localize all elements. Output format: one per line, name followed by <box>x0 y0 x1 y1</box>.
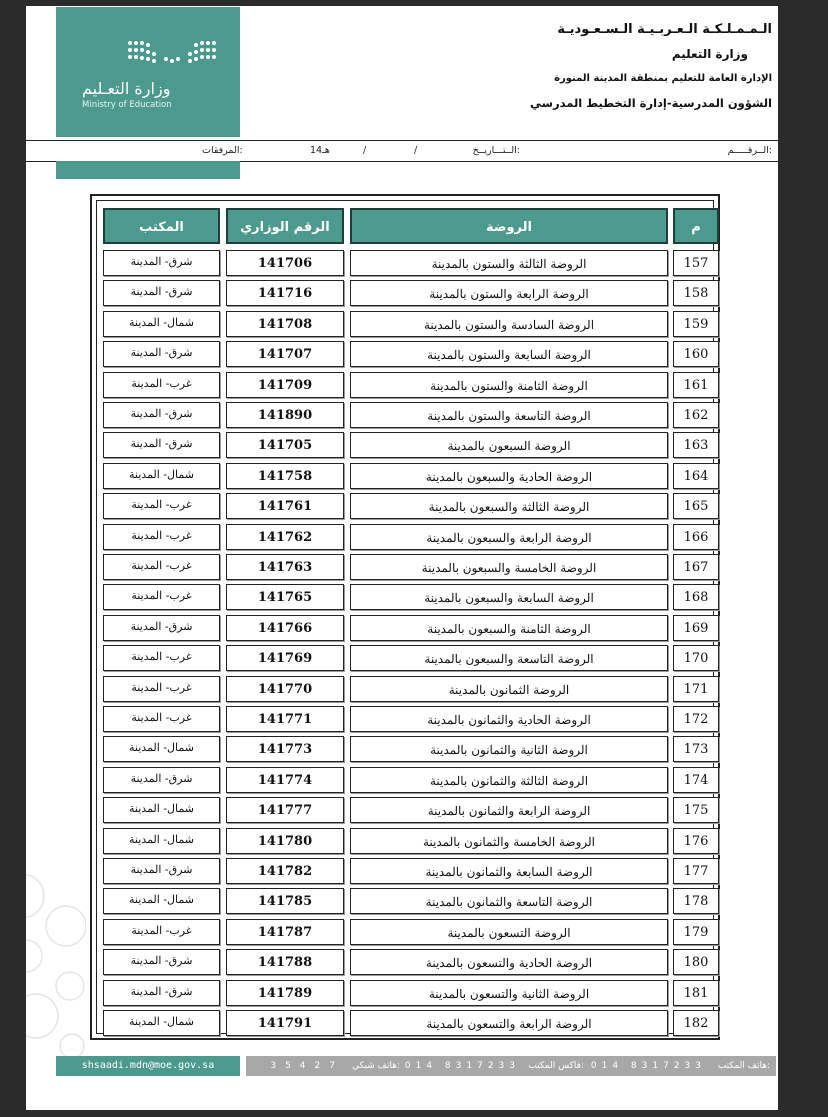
office-name: شرق- المدينة <box>103 949 220 975</box>
row-number: 171 <box>673 676 719 702</box>
kindergarten-name: الروضة السبعون بالمدينة <box>350 432 668 458</box>
office-name: شرق- المدينة <box>103 980 220 1006</box>
table-row <box>97 949 713 977</box>
row-number: 165 <box>673 493 719 519</box>
letterhead <box>530 22 772 110</box>
office-name: شمال- المدينة <box>103 797 220 823</box>
ext-value: 35427 <box>270 1061 344 1071</box>
office-name: شرق- المدينة <box>103 615 220 641</box>
office-name: غرب- المدينة <box>103 584 220 610</box>
kindergarten-name: الروضة السابعة والثمانون بالمدينة <box>350 858 668 884</box>
table-row <box>97 524 713 552</box>
ministry-code: 141708 <box>226 311 344 337</box>
kindergarten-name: الروضة الرابعة والستون بالمدينة <box>350 280 668 306</box>
table-row <box>97 767 713 795</box>
office-name: غرب- المدينة <box>103 554 220 580</box>
phone-label: هاتف المكتب: <box>717 1061 770 1071</box>
office-name: غرب- المدينة <box>103 524 220 550</box>
row-number: 179 <box>673 919 719 945</box>
table-row <box>97 402 713 430</box>
table-row <box>97 858 713 886</box>
header-code: الرقم الوزاري <box>226 208 344 244</box>
row-number: 163 <box>673 432 719 458</box>
row-number: 175 <box>673 797 719 823</box>
ministry-code: 141777 <box>226 797 344 823</box>
kindergarten-name: الروضة الثانية والتسعون بالمدينة <box>350 980 668 1006</box>
header-num: م <box>673 208 719 244</box>
decorative-circles <box>26 866 86 1086</box>
kindergarten-name: الروضة التاسعة والستون بالمدينة <box>350 402 668 428</box>
ministry-code: 141773 <box>226 736 344 762</box>
office-name: شمال- المدينة <box>103 828 220 854</box>
office-name: غرب- المدينة <box>103 706 220 732</box>
kindergarten-name: الروضة الثالثة والستون بالمدينة <box>350 250 668 276</box>
kindergarten-name: الروضة الثمانون بالمدينة <box>350 676 668 702</box>
kindergarten-name: الروضة الرابعة والسبعون بالمدينة <box>350 524 668 550</box>
table-row <box>97 797 713 825</box>
table-inner-border <box>96 200 714 1034</box>
ministry-code: 141780 <box>226 828 344 854</box>
footer-email[interactable]: shsaadi.mdn@moe.gov.sa <box>56 1056 240 1076</box>
row-number: 182 <box>673 1010 719 1036</box>
office-name: شرق- المدينة <box>103 432 220 458</box>
office-name: غرب- المدينة <box>103 493 220 519</box>
office-name: شرق- المدينة <box>103 341 220 367</box>
ministry-code: 141770 <box>226 676 344 702</box>
logo-english-text: Ministry of Education <box>82 100 172 110</box>
row-number: 180 <box>673 949 719 975</box>
table-row <box>97 280 713 308</box>
table-row <box>97 706 713 734</box>
row-number: 174 <box>673 767 719 793</box>
date-label: الــتـــاريــخ: <box>472 145 520 156</box>
fax-label: فاكس المكتب: <box>528 1061 584 1071</box>
ministry-code: 141758 <box>226 463 344 489</box>
ministry-code: 141785 <box>226 888 344 914</box>
date-year: 14هـ <box>310 145 330 156</box>
ministry-code: 141707 <box>226 341 344 367</box>
table-row <box>97 372 713 400</box>
row-number: 167 <box>673 554 719 580</box>
kindergarten-name: الروضة الحادية والسبعون بالمدينة <box>350 463 668 489</box>
kindergarten-name: الروضة الثامنة والستون بالمدينة <box>350 372 668 398</box>
row-number: 158 <box>673 280 719 306</box>
footer-contacts <box>246 1056 776 1076</box>
ministry-logo <box>56 7 240 137</box>
ministry-code: 141705 <box>226 432 344 458</box>
kindergarten-name: الروضة السادسة والستون بالمدينة <box>350 311 668 337</box>
office-name: شرق- المدينة <box>103 250 220 276</box>
kindergarten-name: الروضة الخامسة والثمانون بالمدينة <box>350 828 668 854</box>
table-row <box>97 432 713 460</box>
table-row <box>97 493 713 521</box>
office-name: شرق- المدينة <box>103 402 220 428</box>
row-number: 170 <box>673 645 719 671</box>
ministry-code: 141766 <box>226 615 344 641</box>
kindergarten-name: الروضة الثالثة والثمانون بالمدينة <box>350 767 668 793</box>
table-row <box>97 980 713 1008</box>
row-number: 162 <box>673 402 719 428</box>
table-row <box>97 615 713 643</box>
kindergarten-name: الروضة الرابعة والتسعون بالمدينة <box>350 1010 668 1036</box>
ministry-code: 141782 <box>226 858 344 884</box>
table-row <box>97 676 713 704</box>
table-row <box>97 584 713 612</box>
ministry-code: 141769 <box>226 645 344 671</box>
ministry-logo-mark-icon <box>126 37 218 67</box>
row-number: 169 <box>673 615 719 641</box>
row-number: 177 <box>673 858 719 884</box>
ministry-code: 141709 <box>226 372 344 398</box>
ministry-code: 141774 <box>226 767 344 793</box>
office-name: شرق- المدينة <box>103 280 220 306</box>
ext-label: هاتف شبكي: <box>352 1061 400 1071</box>
row-number: 157 <box>673 250 719 276</box>
ministry-title: وزارة التعليم <box>671 47 748 61</box>
row-number: 176 <box>673 828 719 854</box>
row-number: 159 <box>673 311 719 337</box>
office-name: شمال- المدينة <box>103 463 220 489</box>
ministry-code: 141716 <box>226 280 344 306</box>
row-number: 161 <box>673 372 719 398</box>
office-name: شمال- المدينة <box>103 888 220 914</box>
number-label: الــرقـــــم: <box>727 145 772 156</box>
fax-value: 014 8317233 <box>404 1061 520 1071</box>
row-number: 178 <box>673 888 719 914</box>
table-row <box>97 250 713 278</box>
kindergarten-name: الروضة الرابعة والثمانون بالمدينة <box>350 797 668 823</box>
table-row <box>97 888 713 916</box>
kindergarten-name: الروضة السابعة والستون بالمدينة <box>350 341 668 367</box>
office-name: غرب- المدينة <box>103 645 220 671</box>
office-name: شرق- المدينة <box>103 767 220 793</box>
table-row <box>97 341 713 369</box>
ministry-code: 141765 <box>226 584 344 610</box>
row-number: 168 <box>673 584 719 610</box>
row-number: 160 <box>673 341 719 367</box>
table-row <box>97 1010 713 1038</box>
kindergarten-name: الروضة الخامسة والسبعون بالمدينة <box>350 554 668 580</box>
phone-value: 014 8317233 <box>590 1061 706 1071</box>
table-row <box>97 828 713 856</box>
ministry-code: 141706 <box>226 250 344 276</box>
table-row <box>97 645 713 673</box>
administration-title: الإدارة العامة للتعليم بمنطقة المدينة المنورة <box>554 73 772 84</box>
teal-strip <box>56 161 240 179</box>
date-slash-1: / <box>414 145 418 156</box>
reference-line <box>26 140 778 162</box>
ministry-code: 141788 <box>226 949 344 975</box>
ministry-code: 141787 <box>226 919 344 945</box>
header-name: الروضة <box>350 208 668 244</box>
office-name: شمال- المدينة <box>103 736 220 762</box>
office-name: غرب- المدينة <box>103 676 220 702</box>
row-number: 172 <box>673 706 719 732</box>
row-number: 173 <box>673 736 719 762</box>
department-title: الشؤون المدرسية-إدارة التخطيط المدرسي <box>530 96 772 110</box>
kindergarten-name: الروضة السابعة والسبعون بالمدينة <box>350 584 668 610</box>
kindergartens-table <box>90 194 720 1040</box>
ministry-code: 141762 <box>226 524 344 550</box>
office-name: غرب- المدينة <box>103 919 220 945</box>
kindergarten-name: الروضة الثالثة والسبعون بالمدينة <box>350 493 668 519</box>
kindergarten-name: الروضة التسعون بالمدينة <box>350 919 668 945</box>
ministry-code: 141890 <box>226 402 344 428</box>
kindergarten-name: الروضة التاسعة والثمانون بالمدينة <box>350 888 668 914</box>
ministry-code: 141771 <box>226 706 344 732</box>
kingdom-title: الـمـمـلـكـة الـعـربـيـة الـسـعـوديـة <box>557 22 772 37</box>
kindergarten-name: الروضة الحادية والتسعون بالمدينة <box>350 949 668 975</box>
table-row <box>97 311 713 339</box>
kindergarten-name: الروضة الثانية والثمانون بالمدينة <box>350 736 668 762</box>
header-office: المكتب <box>103 208 220 244</box>
office-name: شمال- المدينة <box>103 1010 220 1036</box>
table-row <box>97 736 713 764</box>
row-number: 181 <box>673 980 719 1006</box>
kindergarten-name: الروضة التاسعة والسبعون بالمدينة <box>350 645 668 671</box>
row-number: 166 <box>673 524 719 550</box>
row-number: 164 <box>673 463 719 489</box>
table-row <box>97 919 713 947</box>
logo-arabic-text: وزارة التعـليم <box>82 79 171 98</box>
ministry-code: 141763 <box>226 554 344 580</box>
ministry-code: 141789 <box>226 980 344 1006</box>
date-slash-2: / <box>363 145 367 156</box>
table-row <box>97 463 713 491</box>
office-name: شمال- المدينة <box>103 311 220 337</box>
attachments-label: المرفقات: <box>202 145 243 156</box>
table-row <box>97 554 713 582</box>
office-name: غرب- المدينة <box>103 372 220 398</box>
footer-bar <box>56 1056 776 1076</box>
ministry-code: 141761 <box>226 493 344 519</box>
kindergarten-name: الروضة الحادية والثمانون بالمدينة <box>350 706 668 732</box>
document-page <box>26 6 778 1110</box>
office-name: شرق- المدينة <box>103 858 220 884</box>
ministry-code: 141791 <box>226 1010 344 1036</box>
kindergarten-name: الروضة الثامنة والسبعون بالمدينة <box>350 615 668 641</box>
